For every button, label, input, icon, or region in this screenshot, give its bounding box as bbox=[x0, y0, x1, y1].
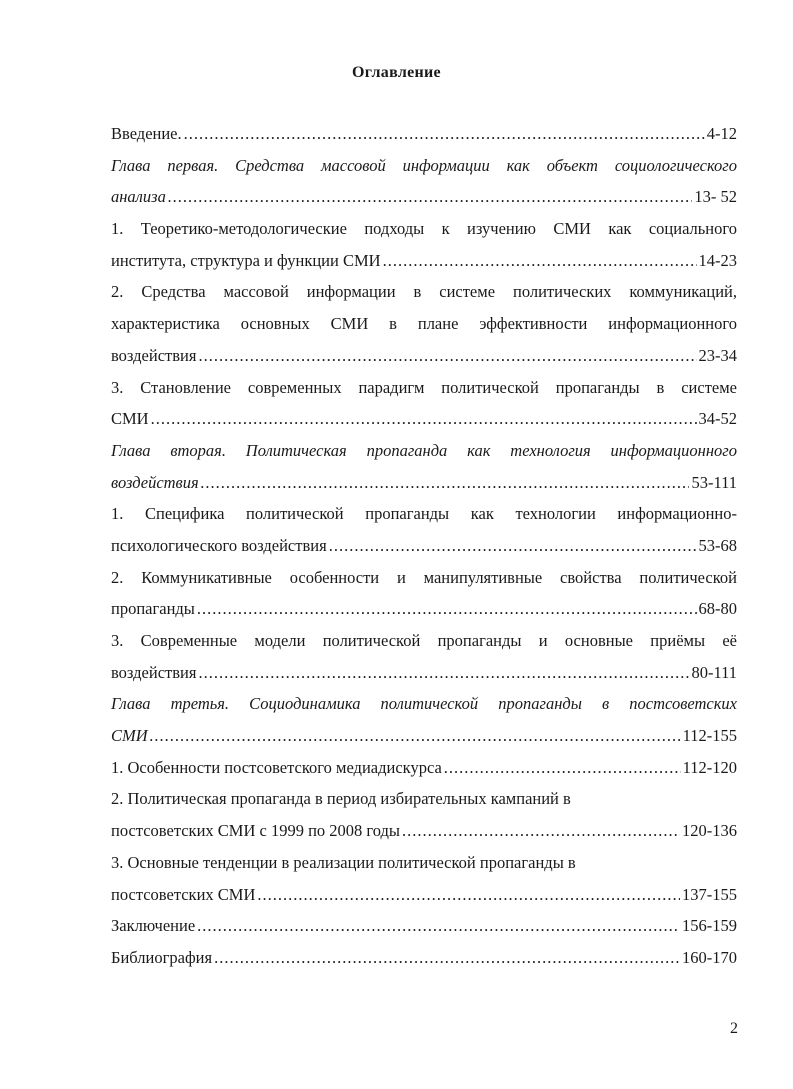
toc-chapter-3-line[interactable]: Глава третья. Социодинамика политической пропаганды в постсоветских bbox=[111, 694, 737, 714]
page-title: Оглавление bbox=[352, 64, 441, 81]
toc-page-range: 13- 52 bbox=[694, 187, 737, 207]
toc-chapter-1[interactable] bbox=[111, 181, 737, 213]
toc-section-3-2-line[interactable]: 2. Политическая пропаганда в период избирательных кампаний в bbox=[111, 789, 571, 809]
toc-page-range: 53-68 bbox=[698, 535, 737, 555]
toc-entry-text: Введение. bbox=[111, 124, 182, 143]
toc-section-1-2[interactable] bbox=[111, 340, 737, 372]
toc-entry-text: воздействия bbox=[111, 472, 199, 492]
toc-section-2-3-line[interactable]: 3. Современные модели политической пропаганды и основные приёмы её bbox=[111, 631, 737, 650]
toc-section-3-1[interactable] bbox=[111, 752, 737, 784]
toc-section-2-2[interactable] bbox=[111, 593, 737, 625]
toc-chapter-1-line[interactable]: Глава первая. Средства массовой информации как объект социологического bbox=[111, 155, 737, 175]
toc-page-range: 120-136 bbox=[682, 821, 737, 841]
toc-section-1-1[interactable] bbox=[111, 245, 737, 277]
toc-entry-text: СМИ bbox=[111, 726, 148, 746]
toc-section-2-2-line[interactable]: 2. Коммуникативные особенности и манипулятивные свойства политической bbox=[111, 567, 737, 587]
toc-page-range: 137-155 bbox=[682, 884, 737, 904]
toc-section-3-3[interactable] bbox=[111, 879, 737, 911]
toc-entry-text: воздействия bbox=[111, 662, 197, 682]
toc-section-1-2-line[interactable]: 2. Средства массовой информации в системе политических коммуникаций, bbox=[111, 282, 737, 302]
toc-entry-text: Библиография bbox=[111, 947, 213, 967]
toc-page-range: 80-111 bbox=[691, 662, 737, 682]
toc-page-range: 53-111 bbox=[691, 472, 737, 492]
toc-entry-text: постсоветских СМИ bbox=[111, 884, 256, 904]
page-number: 2 bbox=[730, 1020, 738, 1037]
toc-section-1-2-line[interactable]: характеристика основных СМИ в плане эффективности информационного bbox=[111, 314, 737, 334]
toc-page-range: 160-170 bbox=[682, 947, 737, 967]
toc-entry-introduction[interactable] bbox=[111, 118, 737, 150]
toc-section-1-3[interactable] bbox=[111, 403, 737, 435]
toc-chapter-2-line[interactable]: Глава вторая. Политическая пропаганда как технология информационного bbox=[111, 440, 737, 460]
toc-entry-text: института, структура и функции СМИ bbox=[111, 250, 381, 270]
toc-page-range: 34-52 bbox=[698, 409, 737, 429]
toc-section-2-1-line[interactable]: 1. Специфика политической пропаганды как технологии информационно- bbox=[111, 504, 737, 524]
toc-section-3-3-line[interactable]: 3. Основные тенденции в реализации политической пропаганды в bbox=[111, 852, 576, 872]
toc-section-1-1-line[interactable]: 1. Теоретико-методологические подходы к изучению СМИ как социального bbox=[111, 219, 737, 239]
toc-page-range: 14-23 bbox=[698, 250, 737, 270]
toc-entry-conclusion[interactable] bbox=[111, 910, 737, 942]
toc-entry-text: пропаганды bbox=[111, 599, 195, 619]
toc-entry-bibliography[interactable] bbox=[111, 942, 737, 974]
toc-entry-text: анализа bbox=[111, 187, 166, 207]
toc-section-2-3[interactable] bbox=[111, 657, 737, 689]
toc-page-range: 23-34 bbox=[698, 345, 737, 365]
toc-page-range: 156-159 bbox=[682, 916, 737, 936]
toc-page-range: 4-12 bbox=[706, 124, 737, 143]
toc-section-3-2[interactable] bbox=[111, 815, 737, 847]
toc-entry-text: СМИ bbox=[111, 409, 149, 429]
toc-page-range: 68-80 bbox=[698, 599, 737, 619]
toc-section-2-1[interactable] bbox=[111, 530, 737, 562]
toc-entry-text: психологического воздействия bbox=[111, 535, 327, 555]
toc-entry-text: воздействия bbox=[111, 345, 197, 365]
toc-chapter-2[interactable] bbox=[111, 467, 737, 499]
toc-entry-text: Заключение bbox=[111, 916, 196, 936]
toc-entry-text: 1. Особенности постсоветского медиадискурса bbox=[111, 757, 442, 777]
toc-entry-text: постсоветских СМИ с 1999 по 2008 годы bbox=[111, 821, 401, 841]
toc-page-range: 112-155 bbox=[682, 726, 737, 746]
toc-section-1-3-line[interactable]: 3. Становление современных парадигм политической пропаганды в системе bbox=[111, 377, 737, 397]
table-of-contents bbox=[111, 118, 737, 974]
toc-page-range: 112-120 bbox=[682, 757, 737, 777]
toc-chapter-3[interactable] bbox=[111, 720, 737, 752]
